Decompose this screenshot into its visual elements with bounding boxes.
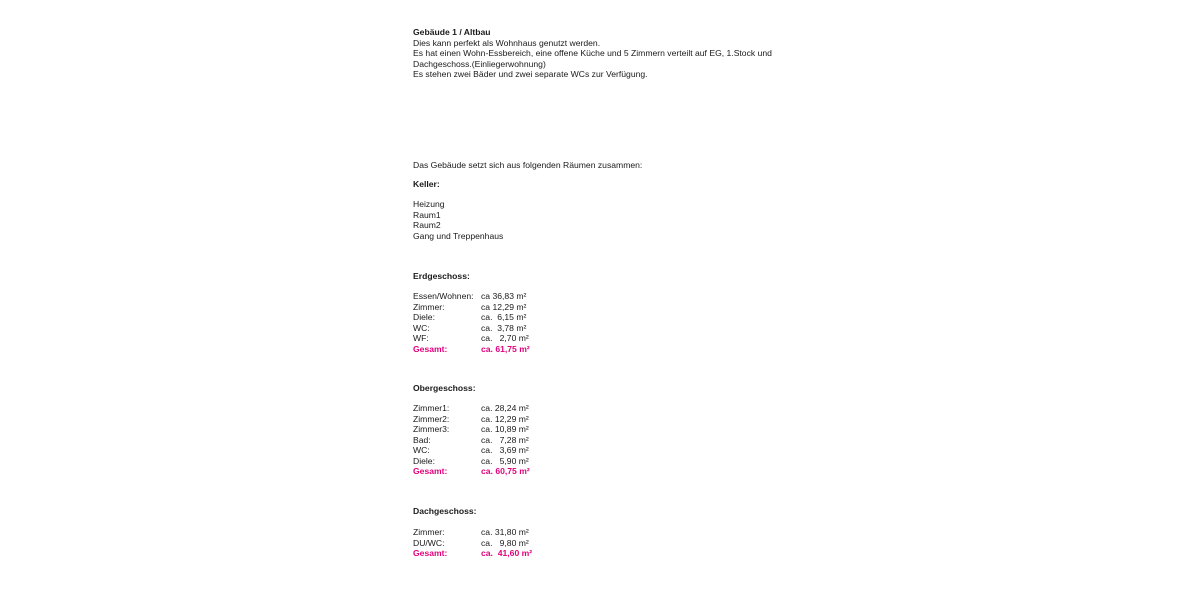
keller-room-list xyxy=(413,199,503,241)
room-row xyxy=(413,302,530,313)
room-row xyxy=(413,538,532,549)
room-area-value: ca. 6,15 m² xyxy=(481,312,527,322)
room-label: Zimmer3: xyxy=(413,424,450,434)
description-line: Es hat einen Wohn-Essbereich, eine offene Küche und 5 Zimmern verteilt auf EG, 1.Stock und xyxy=(413,48,772,58)
room-row xyxy=(413,414,530,425)
room-row xyxy=(413,312,530,323)
room-label: WF: xyxy=(413,333,429,343)
total-area-value: ca. 60,75 m² xyxy=(481,466,530,476)
room-row xyxy=(413,527,532,538)
room-row xyxy=(413,435,530,446)
room-area-value: ca. 9,80 m² xyxy=(481,537,529,548)
total-row xyxy=(413,466,530,477)
total-label: Gesamt: xyxy=(413,548,448,558)
total-area-value: ca. 61,75 m² xyxy=(481,343,530,354)
room-area-value: ca. 28,24 m² xyxy=(481,403,529,413)
room-area-value: ca 12,29 m² xyxy=(481,301,527,312)
rooms-intro-text: Das Gebäude setzt sich aus folgenden Räumen zusammen: xyxy=(413,160,643,170)
description-line: Dachgeschoss.(Einliegerwohnung) xyxy=(413,58,546,69)
room-label: Essen/Wohnen: xyxy=(413,291,474,301)
room-area-value: ca. 3,78 m² xyxy=(481,322,527,333)
room-row xyxy=(413,291,530,302)
description-line: Es stehen zwei Bäder und zwei separate WCs zur Verfügung. xyxy=(413,69,648,79)
room-area-value: ca. 7,28 m² xyxy=(481,434,529,445)
room-row xyxy=(413,445,530,456)
room-area-value: ca. 10,89 m² xyxy=(481,424,529,434)
building-title: Gebäude 1 / Altbau xyxy=(413,27,491,37)
section-heading-keller: Keller: xyxy=(413,179,440,189)
total-label: Gesamt: xyxy=(413,466,448,476)
room-area-value: ca. 31,80 m² xyxy=(481,527,529,537)
room-area-value: ca. 12,29 m² xyxy=(481,413,529,424)
room-row xyxy=(413,456,530,467)
room-row xyxy=(413,424,530,435)
room-row xyxy=(413,333,530,344)
list-item: Gang und Treppenhaus xyxy=(413,230,504,241)
room-label: Zimmer1: xyxy=(413,403,450,413)
room-label: WC: xyxy=(413,322,430,333)
list-item: Heizung xyxy=(413,199,445,209)
room-label: Diele: xyxy=(413,455,435,466)
description-line: Dies kann perfekt als Wohnhaus genutzt werden. xyxy=(413,37,601,48)
total-row xyxy=(413,548,532,559)
room-area-value: ca 36,83 m² xyxy=(481,291,527,301)
list-item: Raum1 xyxy=(413,209,441,220)
room-label: Diele: xyxy=(413,312,435,322)
room-row xyxy=(413,403,530,414)
total-area-value: ca. 41,60 m² xyxy=(481,548,533,558)
total-label: Gesamt: xyxy=(413,343,448,354)
list-item: Raum2 xyxy=(413,220,441,230)
section-heading-erdgeschoss: Erdgeschoss: xyxy=(413,271,470,281)
room-area-value: ca. 5,90 m² xyxy=(481,455,529,466)
room-label: Bad: xyxy=(413,434,431,445)
room-label: WC: xyxy=(413,445,430,455)
building-description xyxy=(413,38,772,80)
room-label: DU/WC: xyxy=(413,537,445,548)
section-heading-dachgeschoss: Dachgeschoss: xyxy=(413,506,477,516)
room-label: Zimmer: xyxy=(413,301,445,312)
room-area-value: ca. 3,69 m² xyxy=(481,445,529,455)
room-label: Zimmer2: xyxy=(413,413,450,424)
room-row xyxy=(413,323,530,334)
dachgeschoss-table xyxy=(413,527,532,559)
obergeschoss-table xyxy=(413,403,530,477)
section-heading-obergeschoss: Obergeschoss: xyxy=(413,383,476,393)
total-row xyxy=(413,344,530,355)
room-label: Zimmer: xyxy=(413,527,445,537)
room-area-value: ca. 2,70 m² xyxy=(481,333,529,343)
erdgeschoss-table xyxy=(413,291,530,354)
